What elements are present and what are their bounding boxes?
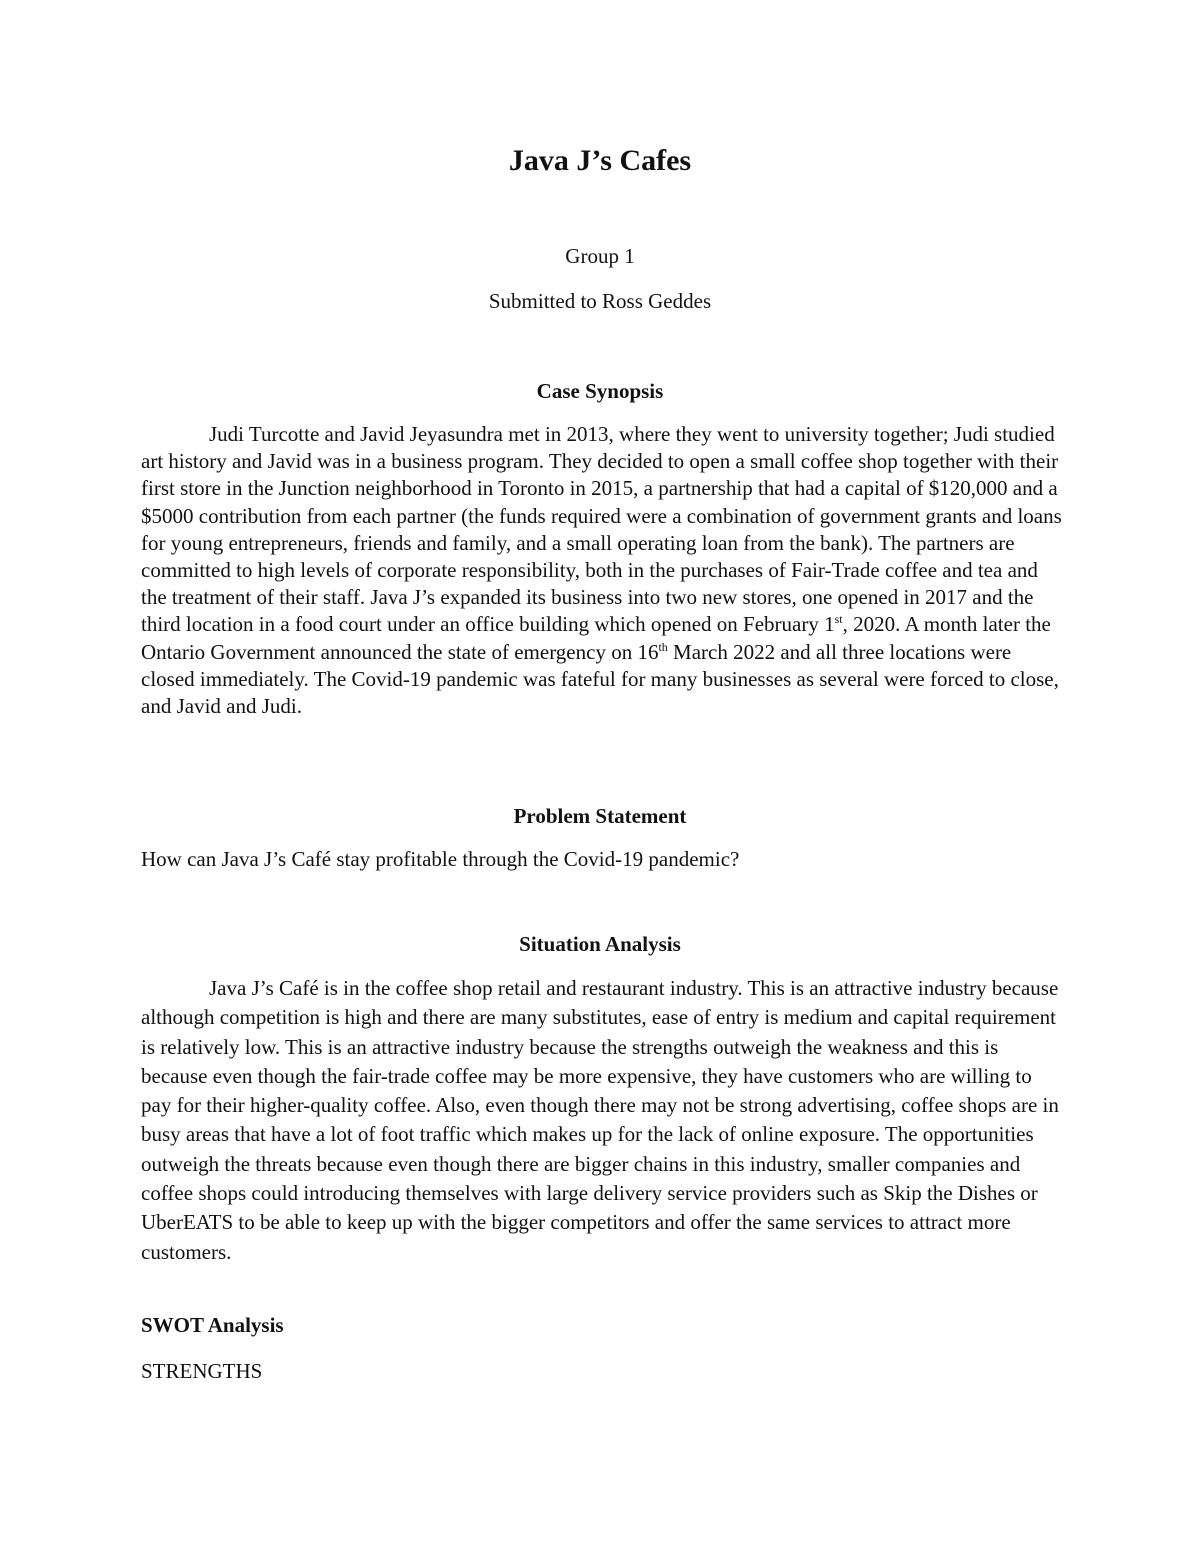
problem-statement-heading: Problem Statement bbox=[513, 804, 687, 828]
group-line: Group 1 bbox=[565, 244, 635, 268]
situation-analysis-heading: Situation Analysis bbox=[519, 932, 681, 956]
case-synopsis-heading: Case Synopsis bbox=[536, 379, 664, 403]
problem-statement-text: How can Java J’s Café stay profitable through the Covid-19 pandemic? bbox=[141, 847, 740, 871]
case-synopsis-text-3: March 2022 and all three locations were closed immediately. The Covid-19 pandemic was fateful for many businesses as several were forced to close, and Javid and Judi. bbox=[141, 639, 1059, 719]
case-synopsis-sup-2: th bbox=[658, 639, 668, 654]
situation-analysis-paragraph: Java J’s Café is in the coffee shop retail and restaurant industry. This is an attractive industry because although competition is high and there are many substitutes, ease of entry is medium and capital requirement is relatively low. This is an attractive industry because the strengths outweigh the weakness and this is because even though the fair-trade coffee may be more expensive, they have customers who are willing to pay for their higher-quality coffee. Also, even though there may not be strong advertising, coffee shops are in busy areas that have a lot of foot traffic which makes up for the lack of online exposure. The opportunities outweigh the threats because even though there are bigger chains in this industry, smaller companies and coffee shops could introducing themselves with large delivery service providers such as Skip the Dishes or UberEATS to be able to keep up with the bigger competitors and offer the same services to attract more customers. bbox=[141, 976, 1059, 1264]
case-synopsis-text-2: , 2020. A month later the Ontario Government announced the state of emergency on 16 bbox=[141, 612, 1051, 664]
document-title: Java J’s Cafes bbox=[508, 144, 692, 177]
strengths-label: STRENGTHS bbox=[141, 1359, 263, 1383]
submitted-to-line: Submitted to Ross Geddes bbox=[488, 289, 712, 313]
swot-analysis-heading: SWOT Analysis bbox=[141, 1313, 284, 1337]
case-synopsis-paragraph bbox=[141, 421, 1063, 720]
case-synopsis-text-1: Judi Turcotte and Javid Jeyasundra met in 2013, where they went to university together; Judi studied art history and Javid was in a business program. They decided to open a small coffee shop together with their first store in the Junction neighborhood in Toronto in 2015, a partnership that had a capital of $120,000 and a $5000 contribution from each partner (the funds required were a combination of government grants and loans for young entrepreneurs, friends and family, and a small operating loan from the bank). The partners are committed to high levels of corporate responsibility, both in the purchases of Fair-Trade coffee and tea and the treatment of their staff. Java J’s expanded its business into two new stores, one opened in 2017 and the third location in a food court under an office building which opened on February 1 bbox=[141, 422, 1062, 637]
case-synopsis-sup-1: st bbox=[834, 612, 843, 627]
